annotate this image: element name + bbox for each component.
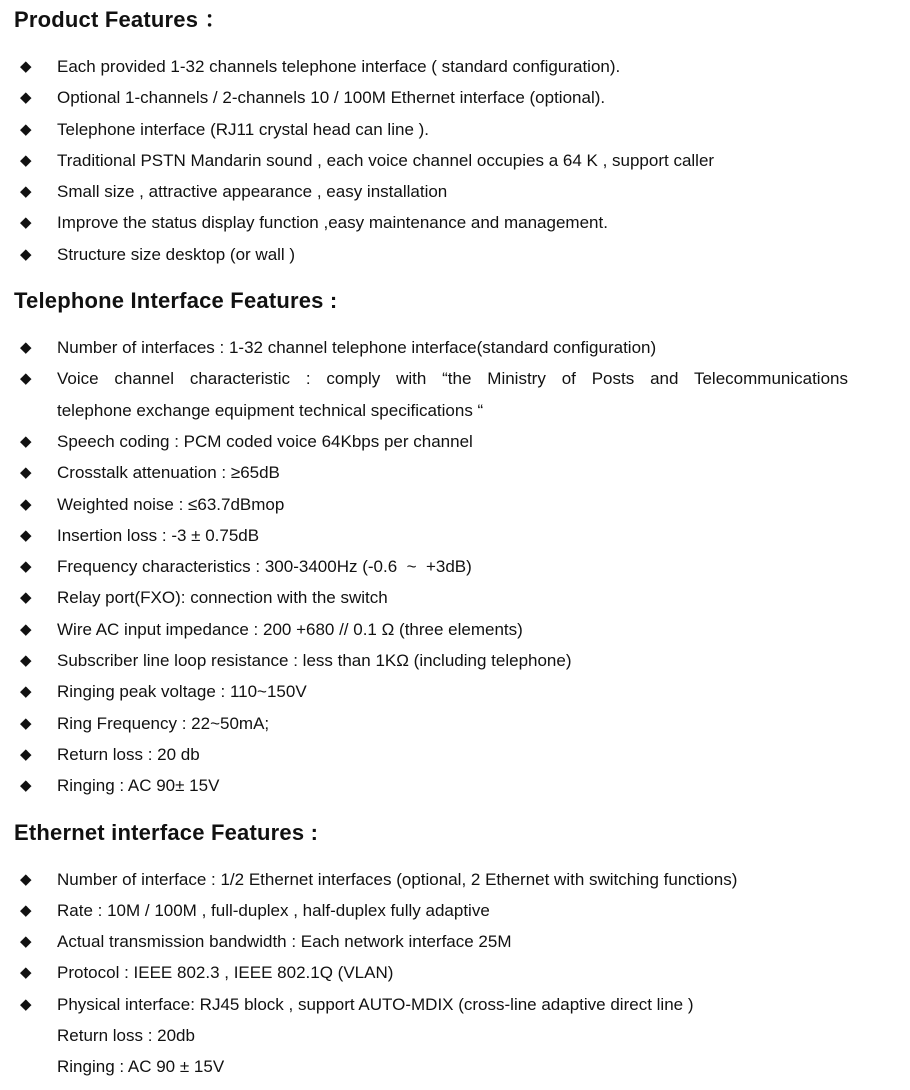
item-line: Insertion loss : -3 ± 0.75dB (57, 525, 260, 545)
diamond-bullet-icon: ◆ (20, 495, 32, 513)
section-ethernet-interface-features (14, 819, 848, 1083)
list-item (14, 1020, 848, 1051)
diamond-bullet-icon: ◆ (20, 683, 32, 701)
item-line: Relay port(FXO): connection with the switch (57, 588, 388, 608)
item-line: Number of interfaces : 1-32 channel telephone interface(standard configuration) (57, 338, 657, 358)
item-line: Rate : 10M / 100M , full-duplex , half-duplex fully adaptive (57, 900, 490, 920)
item-line: Return loss : 20 db (57, 744, 200, 764)
item-text (57, 645, 848, 676)
diamond-bullet-icon: ◆ (20, 464, 32, 482)
item-text (57, 770, 848, 801)
diamond-bullet-icon: ◆ (20, 995, 32, 1013)
list-item (14, 82, 848, 113)
item-line: Wire AC input impedance : 200 +680 // 0.1 Ω (three elements) (57, 619, 523, 639)
diamond-bullet-icon: ◆ (20, 432, 32, 450)
diamond-bullet-icon: ◆ (20, 214, 32, 232)
section-product-features (14, 6, 848, 270)
item-text (57, 145, 848, 176)
item-line: Speech coding : PCM coded voice 64Kbps per channel (57, 431, 473, 451)
item-text (57, 582, 848, 613)
item-text (57, 176, 848, 207)
item-line: Structure size desktop (or wall ) (57, 244, 296, 264)
item-text (57, 864, 848, 895)
diamond-bullet-icon: ◆ (20, 151, 32, 169)
diamond-bullet-icon: ◆ (20, 120, 32, 138)
diamond-bullet-icon: ◆ (20, 964, 32, 982)
section-telephone-interface-features (14, 287, 848, 801)
list-item (14, 739, 848, 770)
diamond-bullet-icon: ◆ (20, 58, 32, 75)
list-item (14, 895, 848, 926)
list-item (14, 489, 848, 520)
list-item (14, 207, 848, 238)
list-item (14, 957, 848, 988)
list-item (14, 363, 848, 426)
section-title-telephone-interface-features: Telephone Interface Features : (14, 288, 338, 314)
section-title-ethernet-interface-features: Ethernet interface Features : (14, 819, 319, 845)
item-text (57, 551, 848, 582)
item-text (57, 82, 848, 113)
item-text (57, 332, 848, 363)
item-line: Frequency characteristics : 300-3400Hz (-0.6 ~ +3dB) (57, 557, 472, 577)
list-item (14, 457, 848, 488)
list-item (14, 551, 848, 582)
item-line: Return loss : 20db (57, 1026, 195, 1046)
item-line: Ringing : AC 90± 15V (57, 776, 220, 796)
item-line: Small size , attractive appearance , easy installation (57, 182, 448, 202)
list-item (14, 989, 848, 1020)
item-line: Voice channel characteristic : comply with “the Ministry of Posts and Telecommunications (57, 369, 848, 389)
item-line: Each provided 1-32 channels telephone interface ( standard configuration). (57, 57, 621, 76)
section-title-product-features: Product Features ： (14, 7, 227, 32)
list-item (14, 51, 848, 82)
list-item (14, 176, 848, 207)
item-text (57, 957, 848, 988)
item-text (57, 426, 848, 457)
list-item (14, 864, 848, 895)
diamond-bullet-icon: ◆ (20, 339, 32, 357)
diamond-bullet-icon: ◆ (20, 558, 32, 576)
diamond-bullet-icon: ◆ (20, 714, 32, 732)
list-item (14, 1051, 848, 1082)
list-item (14, 708, 848, 739)
diamond-bullet-icon: ◆ (20, 777, 32, 795)
item-text (57, 895, 848, 926)
item-line: Actual transmission bandwidth : Each network interface 25M (57, 932, 512, 952)
item-line: Number of interface : 1/2 Ethernet interfaces (optional, 2 Ethernet with switching functions) (57, 869, 738, 889)
diamond-bullet-icon: ◆ (20, 370, 32, 388)
item-text (57, 114, 848, 145)
item-line: Physical interface: RJ45 block , support AUTO-MDIX (cross-line adaptive direct line ) (57, 994, 694, 1014)
list-item (14, 614, 848, 645)
item-line: Telephone interface (RJ11 crystal head can line ). (57, 119, 429, 139)
list-item (14, 645, 848, 676)
diamond-bullet-icon: ◆ (20, 745, 32, 763)
item-line: Ringing : AC 90 ± 15V (57, 1057, 225, 1077)
item-text (57, 520, 848, 551)
diamond-bullet-icon: ◆ (20, 183, 32, 201)
item-text (57, 239, 848, 270)
diamond-bullet-icon: ◆ (20, 245, 32, 263)
diamond-bullet-icon: ◆ (20, 870, 32, 888)
item-text (57, 363, 848, 426)
item-text (57, 708, 848, 739)
item-text (57, 926, 848, 957)
item-text (57, 51, 848, 82)
list-item (14, 676, 848, 707)
list-item (14, 114, 848, 145)
diamond-bullet-icon: ◆ (20, 89, 32, 107)
diamond-bullet-icon: ◆ (20, 652, 32, 670)
diamond-bullet-icon: ◆ (20, 526, 32, 544)
list-item (14, 239, 848, 270)
item-line: Improve the status display function ,easy maintenance and management. (57, 213, 608, 233)
item-line: Crosstalk attenuation : ≥65dB (57, 463, 280, 483)
diamond-bullet-icon: ◆ (20, 901, 32, 919)
item-line: Ringing peak voltage : 110~150V (57, 682, 307, 702)
item-text (57, 676, 848, 707)
list-item (14, 145, 848, 176)
item-text (57, 989, 848, 1020)
item-text (57, 614, 848, 645)
list-item (14, 426, 848, 457)
list-item (14, 582, 848, 613)
item-text (57, 489, 848, 520)
diamond-bullet-icon: ◆ (20, 620, 32, 638)
item-text (57, 457, 848, 488)
list-item (14, 332, 848, 363)
list-item (14, 770, 848, 801)
item-text (57, 739, 848, 770)
item-text (57, 1051, 848, 1082)
item-line: Optional 1-channels / 2-channels 10 / 100M Ethernet interface (optional). (57, 88, 606, 108)
item-text (57, 207, 848, 238)
item-line: telephone exchange equipment technical specifications “ (57, 400, 484, 420)
item-line: Traditional PSTN Mandarin sound , each voice channel occupies a 64 K , support caller (57, 150, 715, 170)
diamond-bullet-icon: ◆ (20, 589, 32, 607)
item-text (57, 1020, 848, 1051)
item-line: Subscriber line loop resistance : less than 1KΩ (including telephone) (57, 651, 572, 671)
list-item (14, 926, 848, 957)
list-item (14, 520, 848, 551)
item-line: Weighted noise : ≤63.7dBmop (57, 494, 285, 514)
diamond-bullet-icon: ◆ (20, 933, 32, 951)
item-line: Protocol : IEEE 802.3 , IEEE 802.1Q (VLAN) (57, 963, 394, 983)
item-line: Ring Frequency : 22~50mA; (57, 713, 270, 733)
